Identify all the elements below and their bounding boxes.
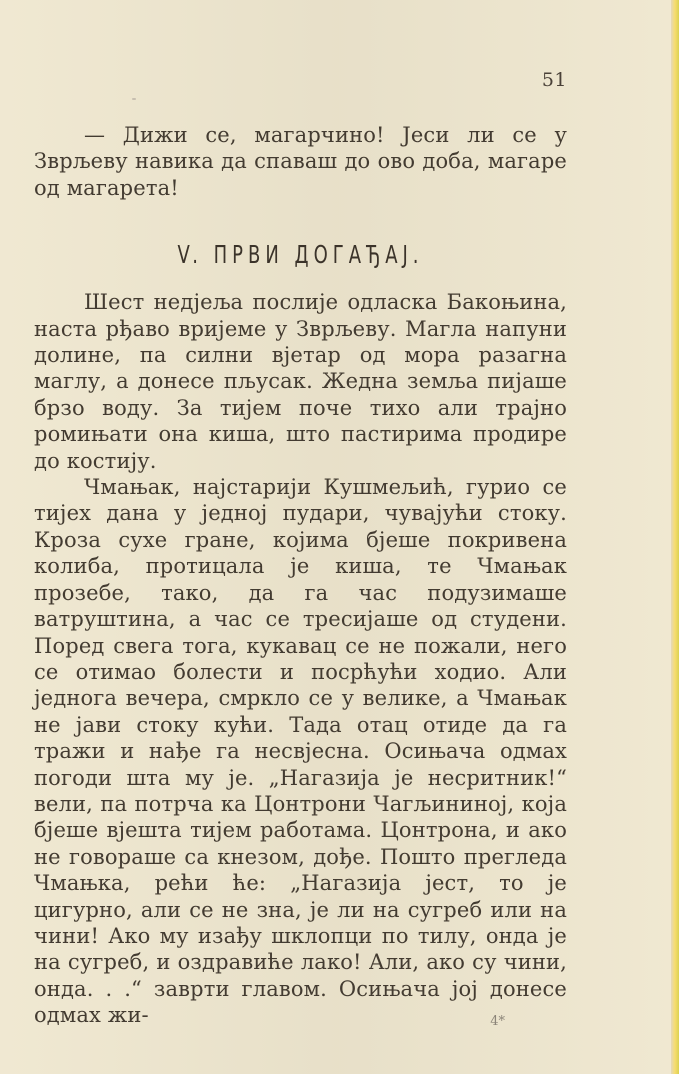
paragraph-1: Шест недјеља послије одласка Бакоњина, наста рђаво вријеме у Зврљеву. Магла напуни долине, па силни вјетар од мора разагна маглу, а донесе пљусак. Жедна земља пијаше брзо воду. За тијем поче тихо али трајно ромињати она киша, што пастирима продире до костију.: [34, 290, 567, 473]
paper-mark: [132, 98, 136, 100]
intro-paragraph: — Дижи се, магарчино! Јеси ли се у Зврљеву навика да спаваш до ово доба, магаре од магарета!: [34, 123, 567, 200]
page-number: 51: [541, 69, 567, 91]
page-text: [34, 122, 567, 1029]
paragraph-2: Чмањак, најстарији Кушмељић, гурио се тијех дана у једној пудари, чувајући стоку. Кроза сухе гране, којима бјеше покривена колиба, протицала је киша, те Чмањак прозебе, тако, да га час подузимаше ватруштина, а час се тресијаше од студени. Поред свега тога, кукавац се не пожали, него се отимао болести и посрћући ходио. Али једнога вечера, смркло се у велике, а Чмањак не јави стоку кући. Тада отац отиде да га тражи и нађе га несвјесна. Осињача одмах погоди шта му је. „Нагазија је несритник!“ вели, па потрча ка Цонтрони Чагљининој, која бјеше вјешта тијем работама. Цонтрона, и ако не говораше са кнезом, дође. Пошто прегледа Чмањка, рећи ће: „Нагазија јест, то је цигурно, али се не зна, је ли на сугреб или на чини! Ако му изађу шклопци по тилу, онда је на сугреб, и оздравиће лако! Али, ако су чини, онда. . .“ заврти главом. Осињача јој донесе одмах жи-: [34, 475, 567, 1028]
page-edge: [671, 0, 679, 1074]
signature-mark: 4*: [490, 1014, 505, 1029]
chapter-title: V. ПРВИ ДОГАЂАЈ.: [177, 239, 424, 270]
